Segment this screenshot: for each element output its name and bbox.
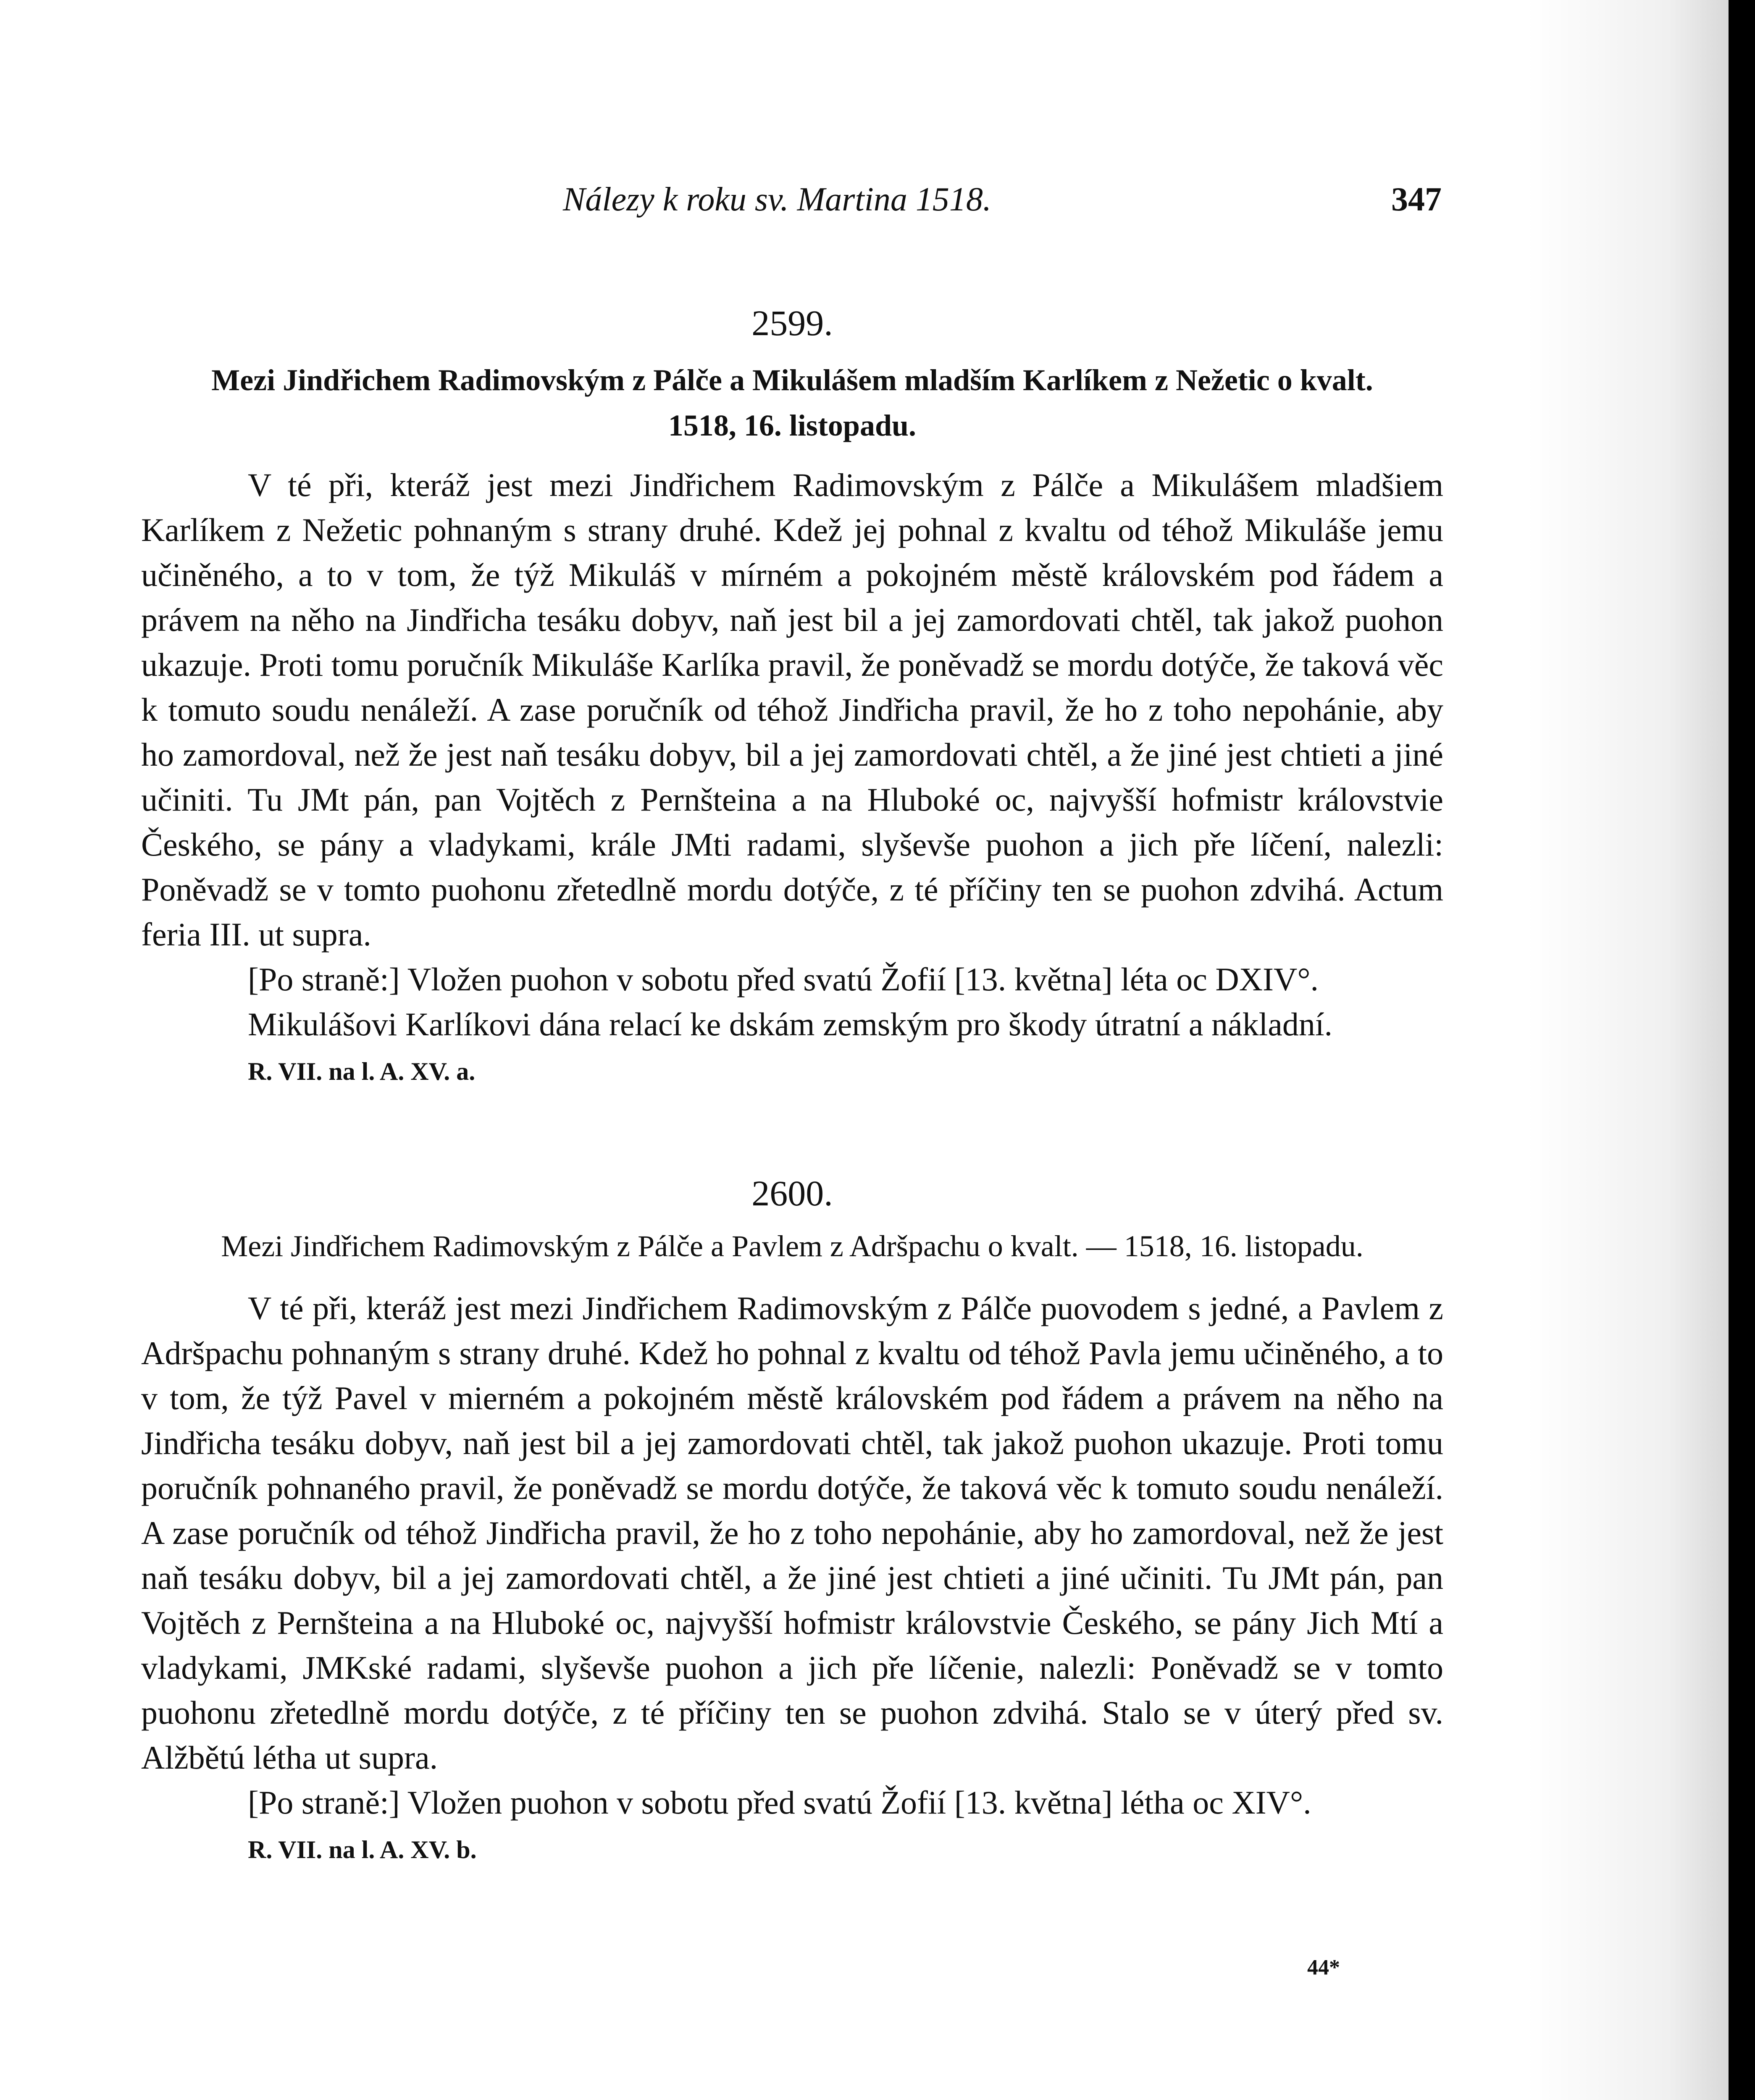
entry-paragraph: V té při, kteráž jest mezi Jindřichem Radimovským z Pálče a Mikulášem mladšiem Karlíkem z Nežetic pohnaným s strany druhé. Kdež jej pohnal z kvaltu od téhož Mikuláše jemu učiněného, a to v tom, že týž Mikuláš v mírném a pokojném městě královském pod řádem a právem na něho na Jindřicha tesáku dobyv, naň jest bil a jej zamordovati chtěl, tak jakož puohon ukazuje. Proti tomu poručník Mikuláše Karlíka pravil, že poněvadž se mordu dotýče, že taková věc k tomuto soudu nenáleží. A zase poručník od téhož Jindřicha pravil, že ho z toho nepohánie, aby ho zamordoval, než že jest naň tesáku dobyv, bil a jej zamordovati chtěl, a že jiné jest chtieti a jiné učiniti. Tu JMt pán, pan Vojtěch z Pernšteina a na Hluboké oc, najvyšší hofmistr královstvie Českého, se pány a vladykami, krále JMti radami, slyševše puohon a jich pře líčení, nalezli: Poněvadž se v tomto puohonu zřetedlně mordu dotýče, z té příčiny ten se puohon zdvihá. Actum feria III. ut supra. <box>141 467 1443 953</box>
archive-signature: R. VII. na l. A. XV. a. <box>248 1058 476 1086</box>
entry-title <box>141 357 1443 448</box>
page-number: 347 <box>1391 181 1442 218</box>
entry-paragraph: Mikulášovi Karlíkovi dána relací ke dskám zemským pro škody útratní a nákladní. <box>248 1006 1333 1043</box>
page-edge-shading <box>1527 0 1729 2100</box>
entry-title: Mezi Jindřichem Radimovským z Pálče a Pavlem z Adršpachu o kvalt. — 1518, 16. listopadu. <box>221 1229 1364 1263</box>
entry-2599 <box>141 302 1443 1088</box>
margin-note: [Po straně:] Vložen puohon v sobotu před svatú Žofií [13. května] létha oc XIV°. <box>248 1784 1311 1821</box>
entry-number: 2599. <box>751 303 833 343</box>
entry-title-line: Mezi Jindřichem Radimovským z Pálče a Mikulášem mladším Karlíkem z Nežetic o kvalt. <box>211 363 1373 397</box>
sheet-signature: 44* <box>1307 1956 1340 1979</box>
entry-number: 2600. <box>751 1173 833 1213</box>
running-title: Nálezy k roku sv. Martina 1518. <box>563 181 991 218</box>
margin-note: [Po straně:] Vložen puohon v sobotu před svatú Žofií [13. května] léta oc DXIV°. <box>248 961 1319 998</box>
entry-2600 <box>141 1172 1443 1866</box>
entry-title-date: 1518, 16. listopadu. <box>668 409 917 443</box>
entry-paragraph: V té při, kteráž jest mezi Jindřichem Radimovským z Pálče puovodem s jedné, a Pavlem z Adršpachu pohnaným s strany druhé. Kdež ho pohnal z kvaltu od téhož Pavla jemu učiněného, a to v tom, že týž Pavel v mierném a pokojném městě královském pod řádem a právem na něho na Jindřicha tesáku dobyv, naň jest bil a jej zamordovati chtěl, tak jakož puohon ukazuje. Proti tomu poručník pohnaného pravil, že poněvadž se mordu dotýče, že taková věc k tomuto soudu nenáleží. A zase poručník od téhož Jindřicha pravil, že ho z toho nepohánie, aby ho zamordoval, než že jest naň tesáku dobyv, bil a jej zamordovati chtěl, a že jiné jest chtieti a jiné učiniti. Tu JMt pán, pan Vojtěch z Pernšteina a na Hluboké oc, najvyšší hofmistr královstvie Českého, se pány Jich Mtí a vladykami, JMKské radami, slyševše puohon a jich pře líčenie, nalezli: Poněvadž se v tomto puohonu zřetedlně mordu dotýče, z té příčiny ten se puohon zdvihá. Stalo se v úterý před sv. Alžbětú létha ut supra. <box>141 1290 1443 1776</box>
archive-signature: R. VII. na l. A. XV. b. <box>248 1836 477 1864</box>
